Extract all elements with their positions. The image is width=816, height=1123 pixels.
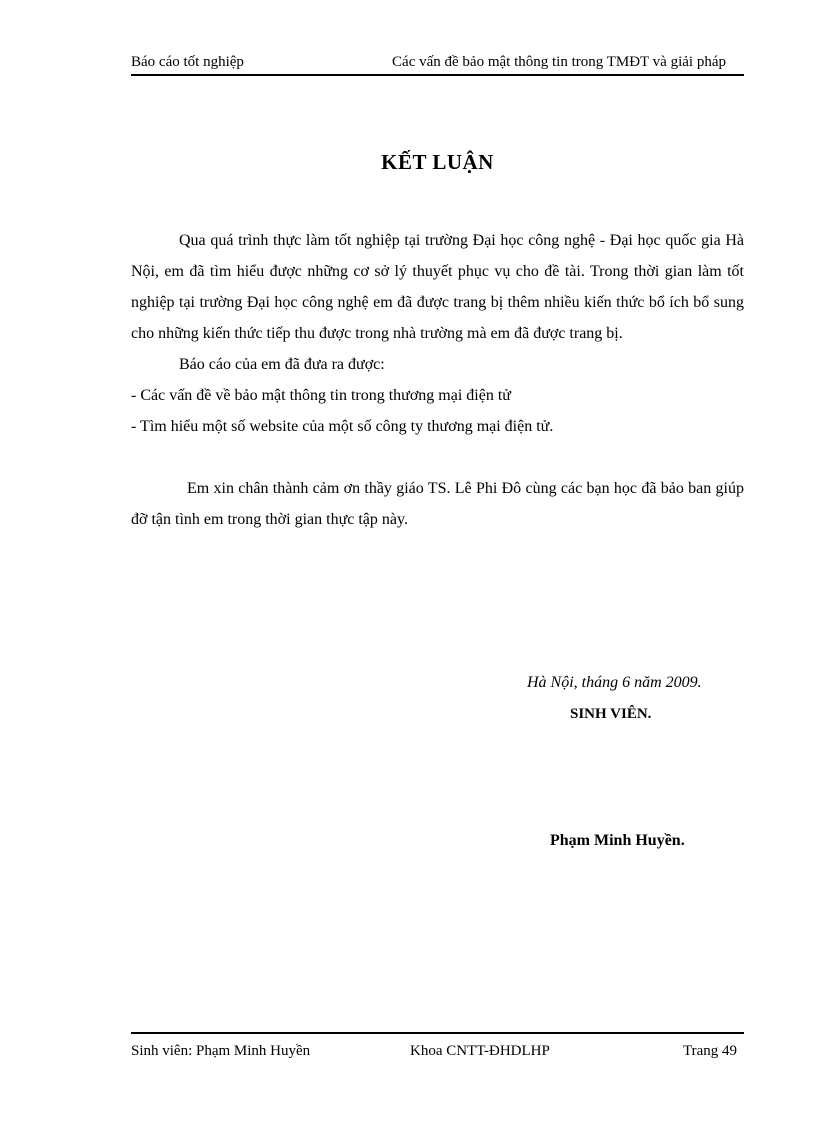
- thanks-paragraph: Em xin chân thành cảm ơn thầy giáo TS. Lê Phi Đô cùng các bạn học đã bảo ban giúp đỡ tận tình em trong thời gian thực tập này.: [131, 480, 744, 528]
- result-item-1: - Các vấn đề về bảo mật thông tin trong thương mại điện tử: [131, 387, 511, 404]
- footer-page-number: Trang 49: [682, 1043, 737, 1059]
- signature-date: Hà Nội, tháng 6 năm 2009.: [527, 674, 702, 691]
- results-intro: Báo cáo của em đã đưa ra được:: [179, 356, 385, 373]
- header-topic-label: Các vấn đề bảo mật thông tin trong TMĐT và giải pháp: [392, 54, 726, 70]
- page-title: KẾT LUẬN: [381, 150, 494, 174]
- intro-paragraph: Qua quá trình thực làm tốt nghiệp tại trường Đại học công nghệ - Đại học quốc gia Hà Nội, em đã tìm hiểu được những cơ sở lý thuyết phục vụ cho đề tài. Trong thời gian làm tốt nghiệp tại trường Đại học công nghệ em đã được trang bị thêm nhiều kiến thức bổ ích bổ sung cho những kiến thức tiếp thu được trong nhà trường mà em đã được trang bị.: [131, 232, 744, 342]
- body-text: [131, 225, 744, 535]
- result-item-2: - Tìm hiểu một số website của một số công ty thương mại điện tử.: [131, 418, 554, 435]
- footer-divider: [131, 1032, 744, 1034]
- header-divider: [131, 74, 744, 76]
- signature-role: SINH VIÊN.: [570, 706, 652, 722]
- footer-faculty: Khoa CNTT-ĐHDLHP: [410, 1043, 550, 1059]
- page-footer: [131, 1043, 744, 1065]
- signature-name: Phạm Minh Huyền.: [550, 832, 685, 849]
- header-report-label: Báo cáo tốt nghiệp: [131, 54, 244, 70]
- footer-student: Sinh viên: Phạm Minh Huyền: [131, 1043, 311, 1059]
- paragraph-spacer: [131, 442, 744, 473]
- page-header: [131, 52, 744, 74]
